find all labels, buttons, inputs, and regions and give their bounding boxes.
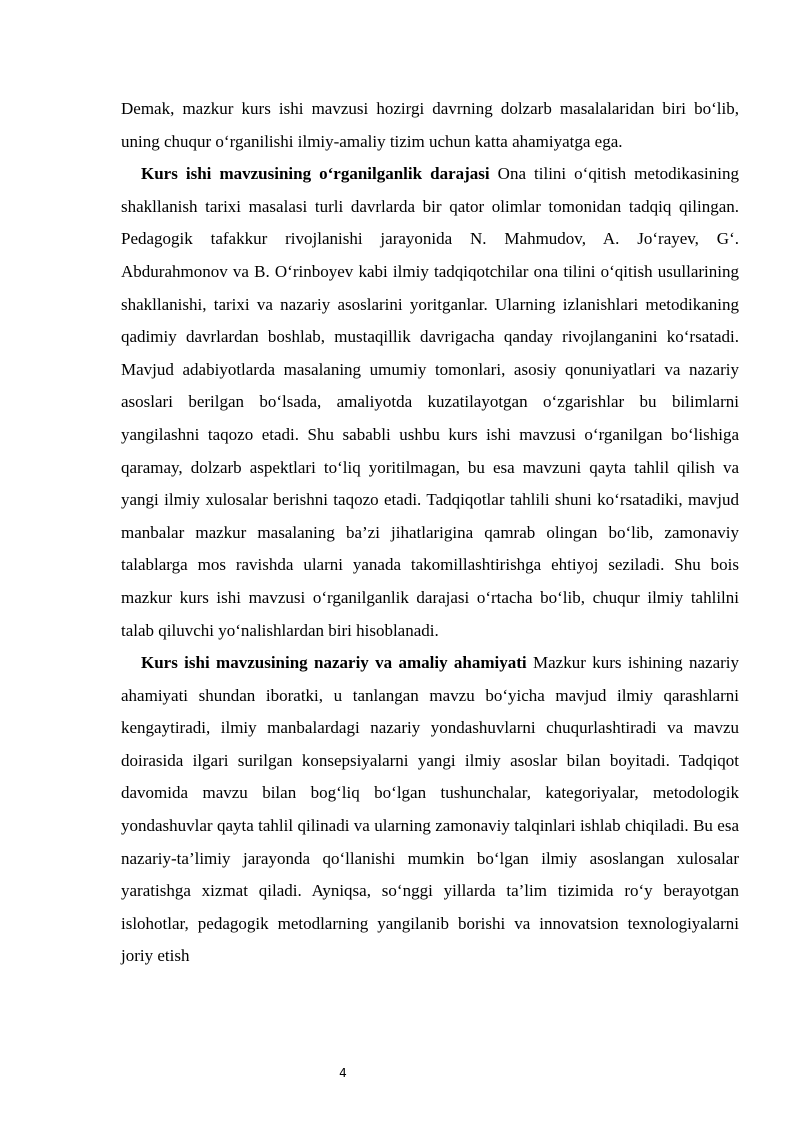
study-level-heading: Kurs ishi mavzusining o‘rganilganlik darajasi: [141, 164, 490, 184]
significance-text: Mazkur kurs ishining nazariy ahamiyati shundan iboratki, u tanlangan mavzu bo‘yicha mavjud ilmiy qarashlarni kengaytiradi, ilmiy manbalardagi nazariy yondashuvlarni chuqurlashtiradi va mavzu doirasida ilgari surilgan konsepsiyalarni yangi ilmiy asoslar bilan boyitadi. Tadqiqot davomida mavzu bilan bog‘liq bo‘lgan tushunchalar, kategoriyalar, metodologik yondashuvlar qayta tahlil qilinadi va ularning zamonaviy talqinlari ishlab chiqiladi. Bu esa nazariy-ta’limiy jarayonda qo‘llanishi mumkin bo‘lgan ilmiy asoslangan xulosalar yaratishga xizmat qiladi. Ayniqsa, so‘nggi yillarda ta’lim tizimida ro‘y berayotgan islohotlar, pedagogik metodlarning yangilanib borishi va innovatsion texnologiyalarni joriy etish: [121, 653, 740, 966]
significance-heading: Kurs ishi mavzusining nazariy va amaliy ahamiyati: [141, 653, 527, 673]
page-number: 4: [339, 1066, 347, 1080]
study-level-paragraph: [121, 158, 739, 647]
document-page: [121, 93, 739, 973]
study-level-text: Ona tilini o‘qitish metodikasining shakllanish tarixi masalasi turli davrlarda bir qator olimlar tomonidan tadqiq qilingan. Pedagogik tafakkur rivojlanishi jarayonida N. Mahmudov, A. Jo‘rayev, G‘. Abdurahmonov va B. O‘rinboyev kabi ilmiy tadqiqotchilar ona tilini o‘qitish usullarining shakllanishi, tarixi va nazariy asoslarini yoritganlar. Ularning izlanishlari metodikaning qadimiy davrlardan boshlab, mustaqillik davrigacha qanday rivojlanganini ko‘rsatadi. Mavjud adabiyotlarda masalaning umumiy tomonlari, asosiy qonuniyatlari va nazariy asoslari berilgan bo‘lsada, amaliyotda kuzatilayotgan o‘zgarishlar bu bilimlarni yangilashni taqozo etadi. Shu sababli ushbu kurs ishi mavzusi o‘rganilgan bo‘lishiga qaramay, dolzarb aspektlari to‘liq yoritilmagan, bu esa mavzuni qayta tahlil qilish va yangi ilmiy xulosalar berishni taqozo etadi. Tadqiqotlar tahlili shuni ko‘rsatadiki, mavjud manbalar mazkur masalaning ba’zi jihatlarigina qamrab olingan bo‘lib, zamonaviy talablarga mos ravishda ularni yanada takomillashtirishga ehtiyoj seziladi. Shu bois mazkur kurs ishi mavzusi o‘rganilganlik darajasi o‘rtacha bo‘lib, chuqur ilmiy tahlilni talab qiluvchi yo‘nalishlardan biri hisoblanadi.: [121, 164, 739, 640]
intro-paragraph: Demak, mazkur kurs ishi mavzusi hozirgi davrning dolzarb masalalaridan biri bo‘lib, uning chuqur o‘rganilishi ilmiy-amaliy tizim uchun katta ahamiyatga ega.: [121, 99, 739, 151]
significance-paragraph: [121, 647, 739, 973]
